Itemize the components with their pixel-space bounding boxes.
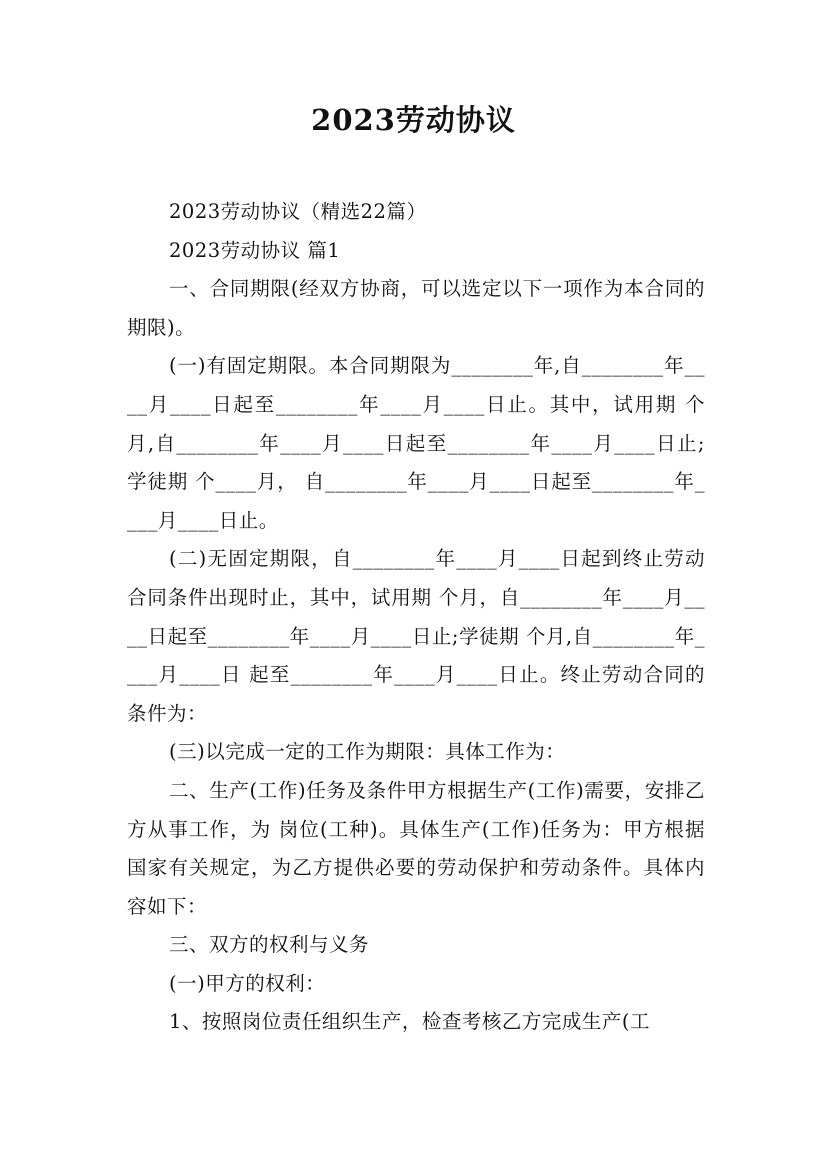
paragraph-work-tasks: 二、生产(工作)任务及条件甲方根据生产(工作)需要，安排乙方从事工作，为 岗位(工种)。具体生产(工作)任务为：甲方根据国家有关规定，为乙方提供必要的劳动保护和劳动条件。具体内容如下： [127, 778, 705, 918]
paragraph-contract-term: 一、合同期限(经双方协商，可以选定以下一项作为本合同的期限)。 [127, 277, 705, 339]
paragraph-open-term: (二)无固定期限，自________年____月____日起到终止劳动合同条件出现时止，其中，试用期 个月，自________年____月____日起至________年____月____日止;学徒期 个月,自________年____月____日 起至________年____月____日止。终止劳动合同的条件为： [127, 547, 705, 725]
document-body [127, 193, 705, 1042]
document-title: 2023劳动协议 [311, 103, 516, 137]
paragraph-subtitle: 2023劳动协议（精选22篇） [169, 200, 427, 223]
paragraph-fixed-term: (一)有固定期限。本合同期限为________年,自________年____月____日起至________年____月____日止。其中，试用期 个月,自________年____月____日起至________年____月____日止;学徒期 个____月， 自________年____月____日起至________年____月____日止。 [127, 354, 705, 532]
paragraph-section-heading: 2023劳动协议 篇1 [169, 238, 341, 262]
paragraph-rights-heading: 三、双方的权利与义务 [169, 933, 370, 957]
paragraph-party-a-rights: (一)甲方的权利： [169, 971, 326, 995]
paragraph-rights-item-1: 1、按照岗位责任组织生产，检查考核乙方完成生产(工 [169, 1010, 651, 1034]
paragraph-task-term: (三)以完成一定的工作为期限：具体工作为： [169, 740, 566, 764]
